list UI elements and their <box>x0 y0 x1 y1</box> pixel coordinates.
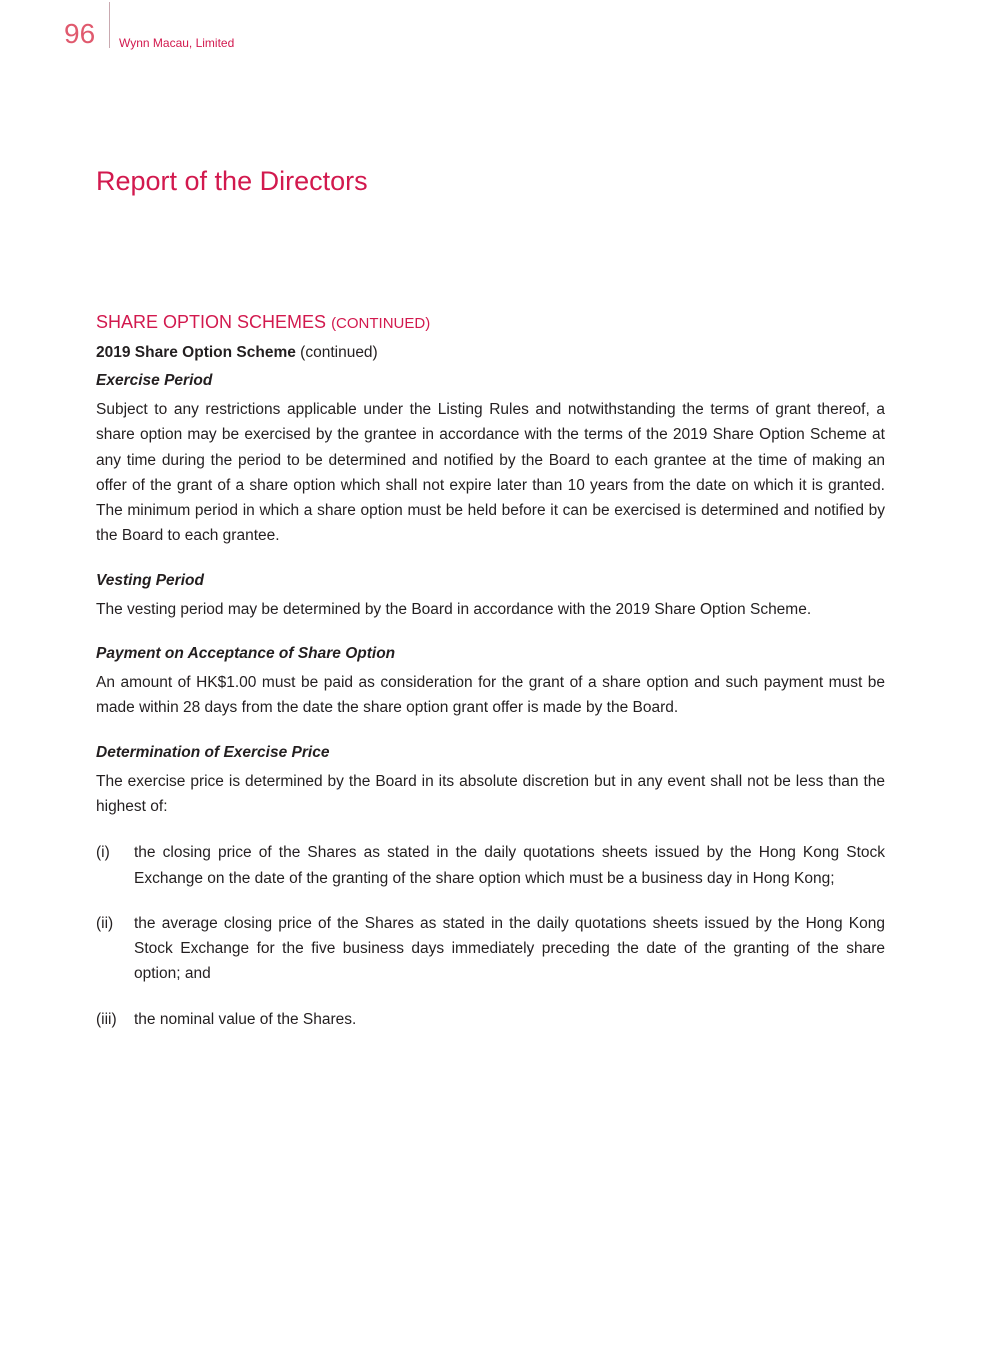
paragraph-text: The exercise price is determined by the Board in its absolute discretion but in any event shall not be less than the highest of: <box>96 772 885 815</box>
list-item-text: the average closing price of the Shares as stated in the daily quotations sheets issued by the Hong Kong Stock Exchange for the five business days immediately preceding the date of the granting of the share option; and <box>134 914 885 983</box>
paragraph-heading: Payment on Acceptance of Share Option <box>96 645 396 663</box>
scheme-subheading <box>96 342 885 364</box>
list-item <box>96 840 885 891</box>
paragraph-text: An amount of HK$1.00 must be paid as consideration for the grant of a share option and such payment must be made within 28 days from the date the share option grant offer is made by the Board. <box>96 674 885 717</box>
section-heading <box>96 310 885 336</box>
list-marker: (i) <box>96 844 110 862</box>
paragraph-text: Subject to any restrictions applicable under the Listing Rules and notwithstanding the terms of grant thereof, a share option may be exercised by the grantee in accordance with the terms of the 2019 Share Option Scheme at any time during the period to be determined and notified by the Board to each grantee at the time of making an offer of the grant of a share option which shall not expire later than 10 years from the date on which it is granted. The minimum period in which a share option must be held before it can be exercised is determined and notified by the Board to each grantee. <box>96 401 885 545</box>
list-marker: (ii) <box>96 914 114 932</box>
company-name: Wynn Macau, Limited <box>119 36 235 50</box>
paragraph-heading: Exercise Period <box>96 372 213 389</box>
exercise-price-criteria-list <box>96 840 885 1032</box>
list-item-text: the nominal value of the Shares. <box>134 1010 357 1028</box>
list-item <box>96 1007 885 1032</box>
list-item <box>96 911 885 987</box>
page-number: 96 <box>64 18 96 49</box>
section-heading-suffix: (CONTINUED) <box>331 315 431 332</box>
page-title: Report of the Directors <box>96 166 368 196</box>
list-item-text: the closing price of the Shares as stated in the daily quotations sheets issued by the Hong Kong Stock Exchange on the date of the granting of the share option which must be a business day in Hong Kong; <box>134 844 885 887</box>
scheme-subheading-text: 2019 Share Option Scheme <box>96 344 296 361</box>
paragraph-heading: Determination of Exercise Price <box>96 743 330 761</box>
scheme-subheading-suffix: (continued) <box>300 344 378 361</box>
paragraph-text: The vesting period may be determined by the Board in accordance with the 2019 Share Option Scheme. <box>96 600 812 618</box>
main-content <box>96 310 885 1052</box>
header-divider <box>109 2 110 48</box>
list-marker: (iii) <box>96 1010 117 1028</box>
section-heading-text: SHARE OPTION SCHEMES <box>96 312 327 332</box>
paragraph-heading: Vesting Period <box>96 571 204 589</box>
